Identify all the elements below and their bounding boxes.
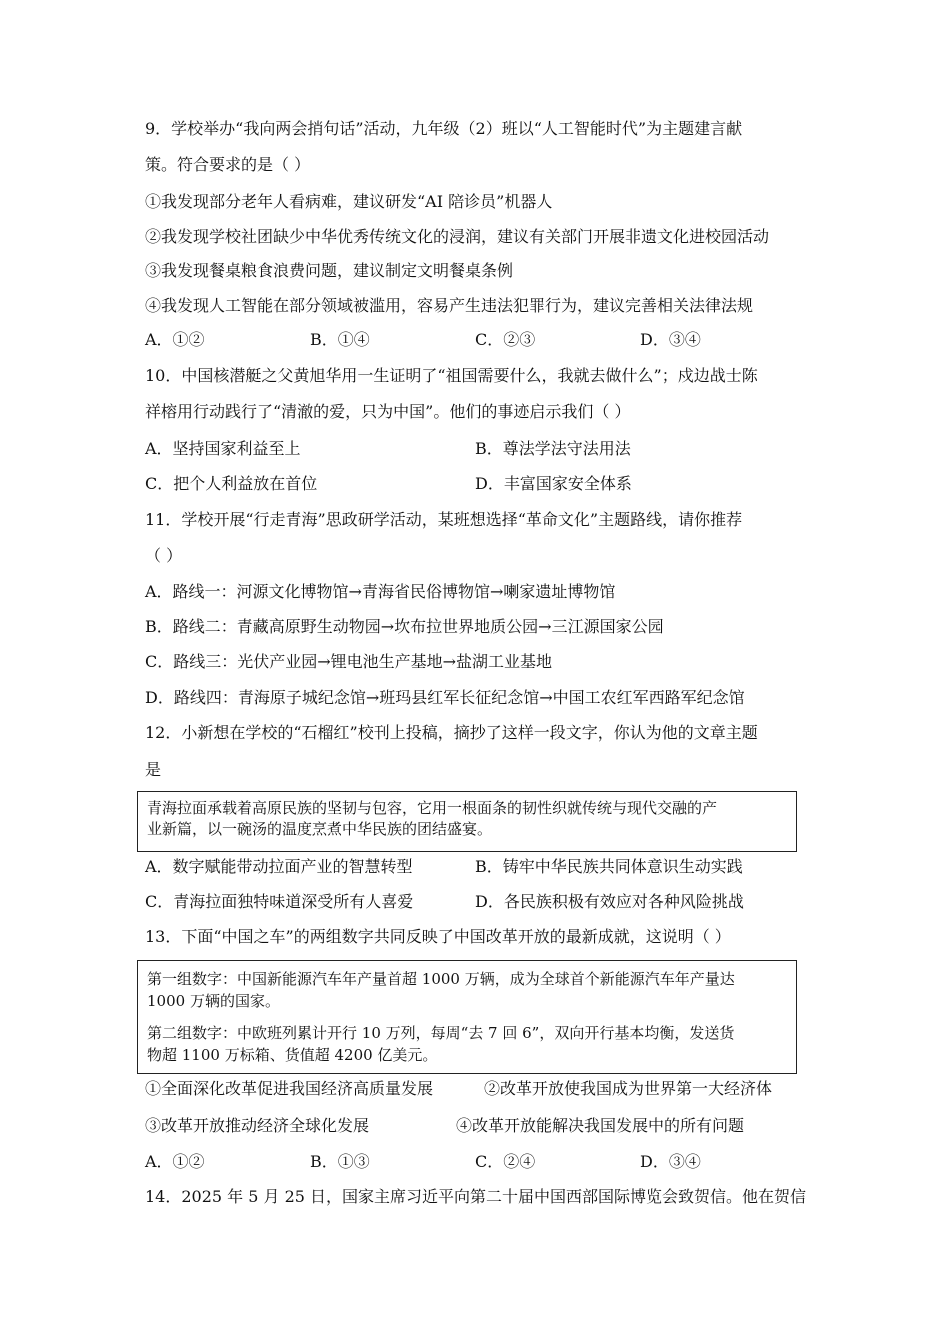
q12-stem-line2: 是	[145, 760, 162, 779]
q12-quote-line2: 业新篇，以一碗汤的温度烹煮中华民族的团结盛宴。	[147, 820, 493, 838]
q9-statement-4: ④我发现人工智能在部分领域被滥用，容易产生违法犯罪行为，建议完善相关法律法规	[145, 296, 754, 315]
q11-option-c: C．路线三：光伏产业园→锂电池生产基地→盐湖工业基地	[145, 652, 553, 671]
q9-option-d: D．③④	[640, 330, 701, 349]
q11-stem-line2: （ ）	[145, 546, 183, 565]
q13-box-line4: 物超 1100 万标箱、货值超 4200 亿美元。	[147, 1046, 438, 1064]
q12-option-b: B．铸牢中华民族共同体意识生动实践	[475, 857, 743, 876]
q12-option-d: D．各民族积极有效应对各种风险挑战	[475, 892, 744, 911]
q13-statement-1: ①全面深化改革促进我国经济高质量发展	[145, 1079, 434, 1098]
q11-stem-line1: 11．学校开展“行走青海”思政研学活动，某班想选择“革命文化”主题路线，请你推荐	[145, 510, 743, 529]
q11-option-a: A．路线一：河源文化博物馆→青海省民俗博物馆→喇家遗址博物馆	[145, 582, 616, 601]
q13-box-line3: 第二组数字：中欧班列累计开行 10 万列，每周“去 7 回 6”，双向开行基本均衡，发送货	[147, 1024, 735, 1042]
q9-statement-2: ②我发现学校社团缺少中华优秀传统文化的浸润，建议有关部门开展非遗文化进校园活动	[145, 227, 770, 246]
q13-data-box	[137, 960, 797, 1074]
q12-quote-box	[137, 791, 797, 852]
q9-statement-1: ①我发现部分老年人看病难，建议研发“AI 陪诊员”机器人	[145, 192, 553, 211]
q13-statement-3: ③改革开放推动经济全球化发展	[145, 1116, 370, 1135]
q11-option-b: B．路线二：青藏高原野生动物园→坎布拉世界地质公园→三江源国家公园	[145, 617, 664, 636]
q12-option-a: A．数字赋能带动拉面产业的智慧转型	[145, 857, 413, 876]
q12-quote-line1: 青海拉面承载着高原民族的坚韧与包容，它用一根面条的韧性织就传统与现代交融的产	[147, 799, 718, 817]
q10-option-c: C．把个人利益放在首位	[145, 474, 318, 493]
q13-option-d: D．③④	[640, 1152, 701, 1171]
q13-box-line1: 第一组数字：中国新能源汽车年产量首超 1000 万辆，成为全球首个新能源汽车年产量达	[147, 970, 735, 988]
q13-option-c: C．②④	[475, 1152, 536, 1171]
q13-option-a: A．①②	[145, 1152, 205, 1171]
q10-stem-line2: 祥榕用行动践行了“清澈的爱，只为中国”。他们的事迹启示我们（ ）	[145, 402, 631, 421]
q9-statement-3: ③我发现餐桌粮食浪费问题，建议制定文明餐桌条例	[145, 261, 514, 280]
q10-option-a: A．坚持国家利益至上	[145, 439, 301, 458]
q9-option-b: B．①④	[310, 330, 370, 349]
q13-box-line2: 1000 万辆的国家。	[147, 992, 280, 1010]
q13-statement-4: ④改革开放能解决我国发展中的所有问题	[456, 1116, 745, 1135]
q13-statement-2: ②改革开放使我国成为世界第一大经济体	[484, 1079, 773, 1098]
q12-stem-line1: 12．小新想在学校的“石榴红”校刊上投稿，摘抄了这样一段文字，你认为他的文章主题	[145, 723, 758, 742]
q10-stem-line1: 10．中国核潜艇之父黄旭华用一生证明了“祖国需要什么，我就去做什么”；戍边战士陈	[145, 366, 758, 385]
q13-option-b: B．①③	[310, 1152, 370, 1171]
q9-option-a: A．①②	[145, 330, 205, 349]
q10-option-b: B．尊法学法守法用法	[475, 439, 631, 458]
q12-option-c: C．青海拉面独特味道深受所有人喜爱	[145, 892, 414, 911]
q14-stem-line1: 14．2025 年 5 月 25 日，国家主席习近平向第二十届中国西部国际博览会致贺信。他在贺信	[145, 1187, 807, 1206]
q9-stem-line2: 策。符合要求的是（ ）	[145, 155, 311, 174]
q9-stem-line1: 9．学校举办“我向两会捎句话”活动，九年级（2）班以“人工智能时代”为主题建言献	[145, 119, 743, 138]
q10-option-d: D．丰富国家安全体系	[475, 474, 632, 493]
q9-option-c: C．②③	[475, 330, 536, 349]
q11-option-d: D．路线四：青海原子城纪念馆→班玛县红军长征纪念馆→中国工农红军西路军纪念馆	[145, 688, 745, 707]
q13-stem-line1: 13．下面“中国之车”的两组数字共同反映了中国改革开放的最新成就，这说明（ ）	[145, 927, 731, 946]
